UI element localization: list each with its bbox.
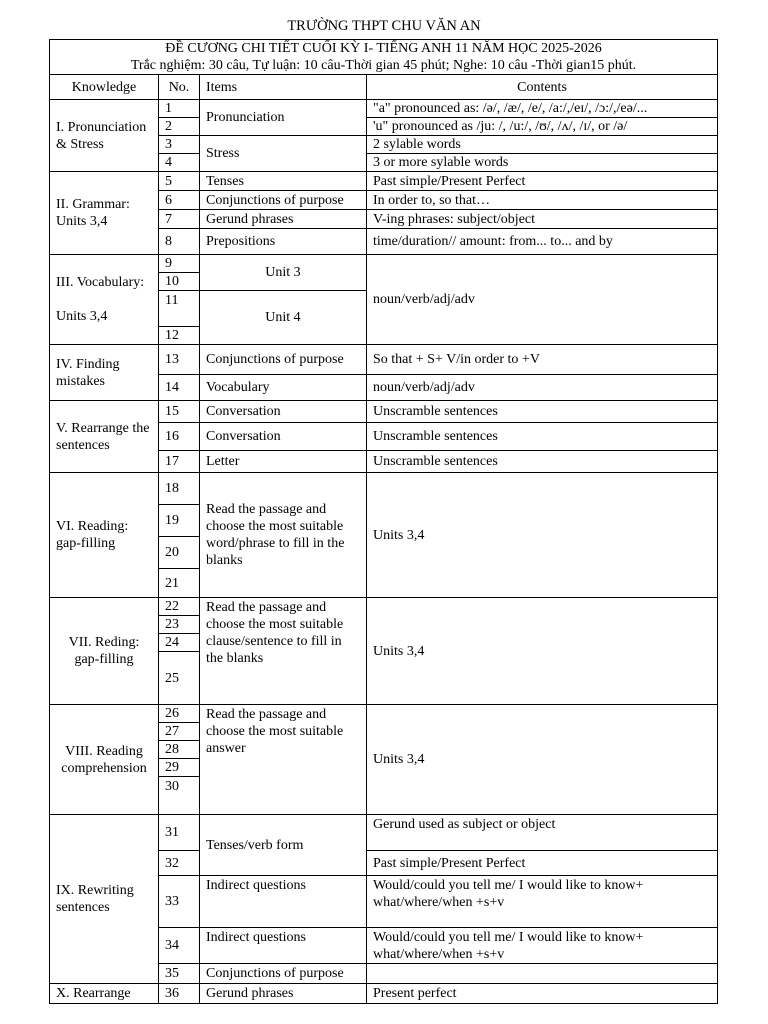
content-cell: "a" pronounced as: /ə/, /æ/, /e/, /a:/,/eɪ/, /ɔ:/,/eə/... [367, 100, 718, 118]
knowledge-label: III. Vocabulary: [56, 275, 145, 290]
item-cell: Gerund phrases [200, 984, 367, 1004]
content-cell: Unscramble sentences [367, 423, 718, 451]
question-no: 17 [159, 451, 200, 473]
question-no: 11 [159, 291, 200, 327]
knowledge-cell [50, 255, 159, 345]
question-no: 30 [159, 777, 200, 815]
content-cell: 'u" pronounced as /ju: /, /u:/, /ʊ/, /ʌ/, /ɪ/, or /ə/ [367, 118, 718, 136]
knowledge-label: Units 3,4 [56, 309, 108, 324]
item-cell: Conjunctions of purpose [200, 345, 367, 375]
table-row [50, 705, 718, 723]
item-cell: Prepositions [200, 229, 367, 255]
col-header-no: No. [159, 75, 200, 100]
content-cell: Unscramble sentences [367, 451, 718, 473]
question-no: 1 [159, 100, 200, 118]
question-no: 21 [159, 569, 200, 598]
content-cell: V-ing phrases: subject/object [367, 210, 718, 229]
knowledge-cell: IV. Finding mistakes [50, 345, 159, 401]
item-cell: Read the passage and choose the most suitable clause/sentence to fill in the blanks [200, 598, 367, 705]
col-header-knowledge: Knowledge [50, 75, 159, 100]
content-cell: noun/verb/adj/adv [367, 255, 718, 345]
question-no: 23 [159, 616, 200, 634]
table-row [50, 100, 718, 118]
knowledge-cell: II. Grammar: Units 3,4 [50, 172, 159, 255]
question-no: 16 [159, 423, 200, 451]
question-no: 8 [159, 229, 200, 255]
question-no: 18 [159, 473, 200, 505]
content-cell: Units 3,4 [367, 598, 718, 705]
table-row [50, 473, 718, 505]
item-cell: Pronunciation [200, 100, 367, 136]
question-no: 9 [159, 255, 200, 273]
content-cell: So that + S+ V/in order to +V [367, 345, 718, 375]
item-cell: Read the passage and choose the most suitable answer [200, 705, 367, 815]
item-cell: Gerund phrases [200, 210, 367, 229]
item-cell: Conversation [200, 401, 367, 423]
knowledge-cell: X. Rearrange [50, 984, 159, 1004]
item-cell: Indirect questions [200, 928, 367, 964]
column-header-row [50, 75, 718, 100]
question-no: 32 [159, 851, 200, 876]
table-row [50, 345, 718, 375]
item-cell: Read the passage and choose the most suitable word/phrase to fill in the blanks [200, 473, 367, 598]
content-cell [367, 964, 718, 984]
item-cell: Unit 4 [200, 291, 367, 345]
document-subtitle: Trắc nghiệm: 30 câu, Tự luận: 10 câu-Thời gian 45 phút; Nghe: 10 câu -Thời gian15 phút. [130, 58, 637, 73]
item-cell: Tenses/verb form [200, 815, 367, 876]
question-no: 31 [159, 815, 200, 851]
question-no: 35 [159, 964, 200, 984]
table-row [50, 401, 718, 423]
question-no: 26 [159, 705, 200, 723]
question-no: 15 [159, 401, 200, 423]
item-cell: Stress [200, 136, 367, 172]
question-no: 2 [159, 118, 200, 136]
col-header-contents: Contents [367, 75, 718, 100]
question-no: 10 [159, 273, 200, 291]
content-cell: 2 sylable words [367, 136, 718, 154]
content-cell: Would/could you tell me/ I would like to know+ what/where/when +s+v [367, 876, 718, 928]
item-cell: Tenses [200, 172, 367, 191]
table-row [50, 172, 718, 191]
question-no: 19 [159, 505, 200, 537]
content-cell: 3 or more sylable words [367, 154, 718, 172]
content-cell: Units 3,4 [367, 705, 718, 815]
content-cell: Unscramble sentences [367, 401, 718, 423]
knowledge-cell: VII. Reding: gap-filling [50, 598, 159, 705]
question-no: 13 [159, 345, 200, 375]
question-no: 27 [159, 723, 200, 741]
school-name: TRƯỜNG THPT CHU VĂN AN [287, 18, 481, 34]
col-header-items: Items [200, 75, 367, 100]
content-cell: Units 3,4 [367, 473, 718, 598]
question-no: 20 [159, 537, 200, 569]
knowledge-cell: VIII. Reading comprehension [50, 705, 159, 815]
knowledge-cell: IX. Rewriting sentences [50, 815, 159, 984]
question-no: 14 [159, 375, 200, 401]
syllabus-table [49, 39, 718, 1004]
knowledge-cell: I. Pronunciation & Stress [50, 100, 159, 172]
question-no: 12 [159, 327, 200, 345]
content-cell: time/duration// amount: from... to... and by [367, 229, 718, 255]
question-no: 34 [159, 928, 200, 964]
knowledge-cell: V. Rearrange the sentences [50, 401, 159, 473]
content-cell: noun/verb/adj/adv [367, 375, 718, 401]
content-cell: Present perfect [367, 984, 718, 1004]
item-cell: Vocabulary [200, 375, 367, 401]
content-cell: Past simple/Present Perfect [367, 851, 718, 876]
title-row [50, 40, 718, 75]
question-no: 36 [159, 984, 200, 1004]
item-cell: Indirect questions [200, 876, 367, 928]
content-cell: Past simple/Present Perfect [367, 172, 718, 191]
question-no: 29 [159, 759, 200, 777]
content-cell: In order to, so that… [367, 191, 718, 210]
item-cell: Conjunctions of purpose [200, 191, 367, 210]
question-no: 6 [159, 191, 200, 210]
table-row [50, 815, 718, 851]
question-no: 4 [159, 154, 200, 172]
item-cell: Conversation [200, 423, 367, 451]
question-no: 3 [159, 136, 200, 154]
item-cell: Letter [200, 451, 367, 473]
question-no: 5 [159, 172, 200, 191]
question-no: 33 [159, 876, 200, 928]
content-cell: Gerund used as subject or object [367, 815, 718, 851]
table-row [50, 255, 718, 273]
table-row [50, 984, 718, 1004]
question-no: 28 [159, 741, 200, 759]
table-row [50, 598, 718, 616]
item-cell: Unit 3 [200, 255, 367, 291]
question-no: 7 [159, 210, 200, 229]
content-cell: Would/could you tell me/ I would like to know+ what/where/when +s+v [367, 928, 718, 964]
item-cell: Conjunctions of purpose [200, 964, 367, 984]
document-title: ĐỀ CƯƠNG CHI TIẾT CUỐI KỲ I- TIẾNG ANH 11 NĂM HỌC 2025-2026 [165, 41, 602, 56]
knowledge-cell: VI. Reading: gap-filling [50, 473, 159, 598]
question-no: 25 [159, 652, 200, 705]
question-no: 24 [159, 634, 200, 652]
title-cell [50, 40, 718, 75]
question-no: 22 [159, 598, 200, 616]
